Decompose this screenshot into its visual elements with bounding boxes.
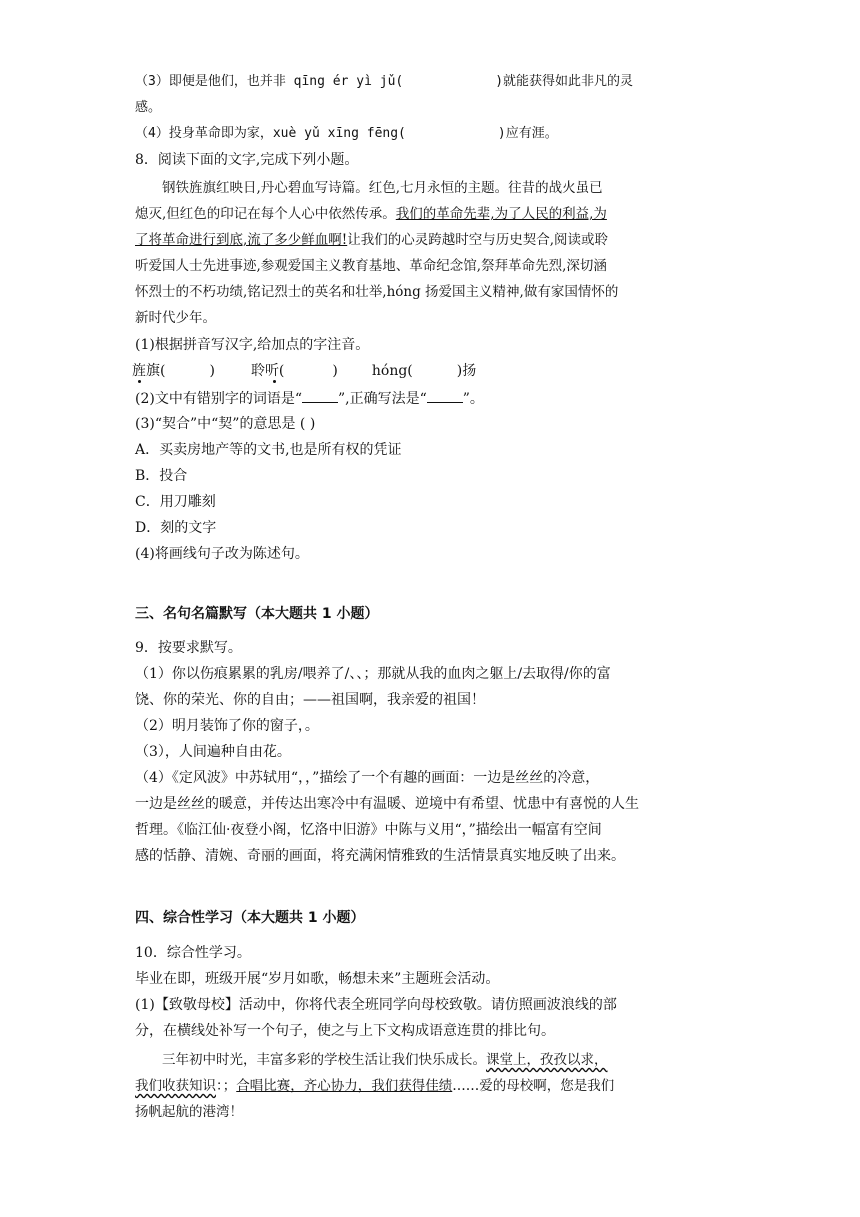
q7-item4-prefix: （4）投身革命即为家，xuè yǔ xīng fēng( [135, 126, 406, 141]
q10-paragraph-line1-text: 三年初中时光，丰富多彩的学校生活让我们快乐成长。 [162, 1052, 486, 1068]
q7-item4-suffix: )应有涯。 [497, 126, 558, 141]
q8-sub1: (1)根据拼音写汉字,给加点的字注音。 [135, 337, 370, 353]
q8-passage-line2-text: 熄灭,但红色的印记在每个人心中依然传承。 [135, 206, 396, 222]
q8-fill-row [132, 361, 476, 381]
q8-fill-b-char1: 聆 [250, 363, 265, 379]
q8-sub2-end: ”。 [462, 391, 484, 407]
q8-fill-c-pinyin: hóng( [371, 363, 413, 379]
q8-underlined-sentence-part2: 了将革命进行到底,流了多少鲜血啊! [135, 232, 348, 248]
q8-passage-line6: 新时代少年。 [135, 310, 216, 326]
q10-heading: 10．综合性学习。 [135, 945, 251, 961]
q10-sub1-line1: (1)【致敬母校】活动中，你将代表全班同学向母校致敬。请仿照画波浪线的部 [135, 997, 617, 1013]
q7-item3-line2: 感。 [135, 100, 162, 115]
q8-option-b: B．投合 [135, 468, 188, 484]
q10-paragraph-line2 [135, 1076, 614, 1096]
q10-wavy-phrase-part2: 我们收获知识 [135, 1078, 216, 1094]
q8-sub4: (4)将画线句子改为陈述句。 [135, 546, 309, 562]
q9-line1: （1）你以伤痕累累的乳房/喂养了/、、；那就从我的血肉之躯上/去取得/你的富 [135, 666, 611, 682]
q8-passage-line2 [135, 204, 607, 224]
q8-heading: 8．阅读下面的文字,完成下列小题。 [135, 152, 359, 168]
q10-paragraph-line2-end: ……爱的母校啊，您是我们 [452, 1078, 615, 1094]
q8-fill-c-close: )扬 [456, 363, 477, 379]
q10-paragraph-line3: 扬帆起航的港湾！ [135, 1104, 243, 1120]
q8-option-d: D．刻的文字 [135, 520, 217, 536]
q9-line7: 哲理。《临江仙·夜登小阁，忆洛中旧游》中陈与义用“，”描绘出一幅富有空间 [135, 822, 602, 838]
q8-passage-line5: 怀烈士的不朽功绩,铭记烈士的英名和壮举,hóng 扬爱国主义精神,做有家国情怀的 [135, 284, 619, 300]
q8-option-c: C．用刀雕刻 [135, 494, 216, 510]
q9-line4: （3），人间遍种自由花。 [135, 744, 291, 760]
q8-sub2-prefix: (2)文中有错别字的词语是“ [135, 391, 302, 407]
section3-title: 三、名句名篇默写（本大题共 1 小题） [135, 606, 379, 622]
q8-passage-line4: 听爱国人士先进事迹,参观爱国主义教育基地、革命纪念馆,祭拜革命先烈,深切涵 [135, 258, 607, 274]
q7-item3-prefix: （3）即便是他们，也并非 qīng ér yì jǔ( [135, 74, 404, 89]
section4-title: 四、综合性学习（本大题共 1 小题） [135, 910, 365, 926]
q10-paragraph-line2-mid: ：； [216, 1078, 237, 1094]
q10-wavy-phrase-part1: 课堂上，孜孜以求， [486, 1052, 608, 1068]
q9-line8: 感的恬静、清婉、奇丽的画面，将充满闲情雅致的生活情景真实地反映了出来。 [135, 848, 625, 864]
q8-fill-a-close: ) [209, 363, 215, 379]
q9-heading: 9．按要求默写。 [135, 640, 242, 656]
q7-item3-line1 [135, 72, 633, 92]
q8-underlined-sentence-part1: 我们的革命先辈,为了人民的利益,为 [395, 206, 607, 222]
q8-fill-a-char1: 旌 [132, 363, 146, 379]
q8-sub2-blank2[interactable] [427, 388, 463, 403]
q9-line2: 饶、你的荣光、你的自由；——祖国啊，我亲爱的祖国！ [135, 692, 485, 708]
q8-passage-line3 [135, 230, 608, 250]
q8-passage-line1: 钢铁旌旗红映日,丹心碧血写诗篇。红色,七月永恒的主题。往昔的战火虽已 [162, 180, 603, 196]
q8-option-a: A．买卖房地产等的文书,也是所有权的凭证 [135, 442, 402, 458]
q10-underlined-phrase: 合唱比赛，齐心协力，我们获得佳绩 [236, 1078, 453, 1094]
q9-line6: 一边是丝丝的暖意，并传达出寒冷中有温暖、逆境中有希望、忧患中有喜悦的人生 [135, 796, 639, 812]
q10-paragraph-line1 [162, 1050, 608, 1070]
q8-sub3: (3)“契合”中“契”的意思是 ( ) [135, 416, 316, 432]
q8-sub2-blank1[interactable] [302, 388, 338, 403]
q8-sub2 [135, 388, 484, 409]
q9-line5: （4）《定风波》中苏轼用“，，”描绘了一个有趣的画面：一边是丝丝的冷意， [135, 770, 600, 786]
q7-item3-suffix: )就能获得如此非凡的灵 [495, 74, 634, 89]
q8-sub2-mid: ”,正确写法是“ [338, 391, 427, 407]
q8-fill-a-char2: 旗( [146, 363, 166, 379]
q8-passage-line3-text: 让我们的心灵跨越时空与历史契合,阅读或聆 [347, 232, 609, 248]
q8-fill-b-close: ) [332, 363, 338, 379]
q7-item4-line [135, 124, 558, 144]
q9-line3: （2）明月装饰了你的窗子，。 [135, 718, 319, 734]
q8-fill-b-char2: 听( [264, 363, 285, 379]
q10-sub1-line2: 分，在横线处补写一个句子，使之与上下文构成语意连贯的排比句。 [135, 1023, 555, 1039]
q10-intro: 毕业在即，班级开展“岁月如歌，畅想未来”主题班会活动。 [135, 971, 500, 987]
